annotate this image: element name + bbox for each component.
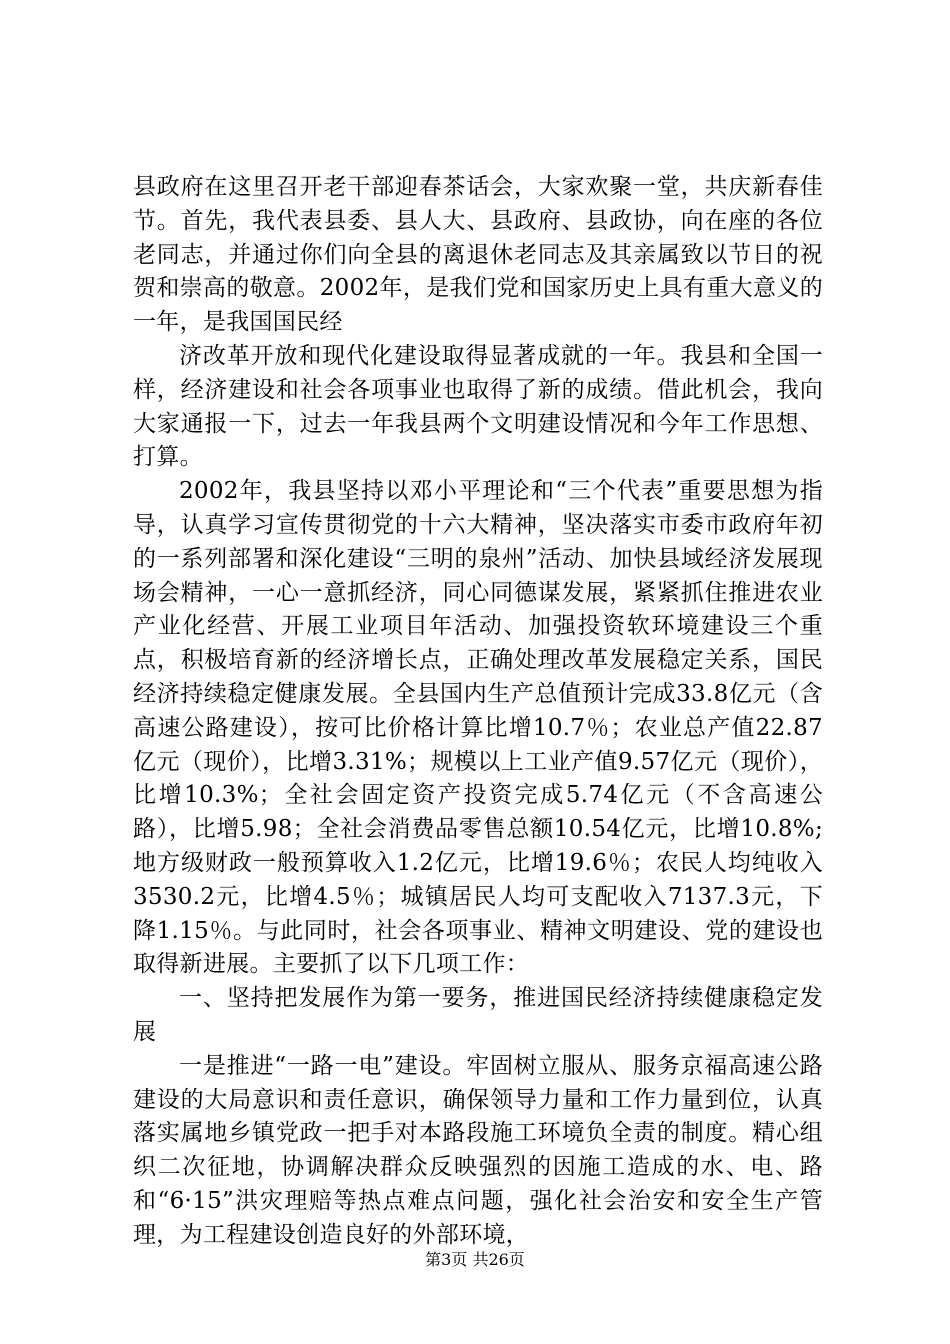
document-body bbox=[133, 171, 823, 1253]
page-number-footer: 第3页 共26页 bbox=[425, 1250, 525, 1269]
paragraph-2: 济改革开放和现代化建设取得显著成就的一年。我县和全国一样，经济建设和社会各项事业也取得了新的成绩。借此机会，我向大家通报一下，过去一年我县两个文明建设情况和今年工作思想、打算。 bbox=[133, 342, 823, 471]
section-heading-1: 一、坚持把发展作为第一要务，推进国民经济持续健康稳定发展 bbox=[133, 985, 823, 1045]
paragraph-1: 县政府在这里召开老干部迎春茶话会，大家欢聚一堂，共庆新春佳节。首先，我代表县委、县人大、县政府、县政协，向在座的各位老同志，并通过你们向全县的离退休老同志及其亲属致以节日的祝贺和崇高的敬意。2002年，是我们党和国家历史上具有重大意义的一年，是我国国民经 bbox=[133, 174, 823, 336]
paragraph-4: 一是推进“一路一电”建设。牢固树立服从、服务京福高速公路建设的大局意识和责任意识，确保领导力量和工作力量到位，认真落实属地乡镇党政一把手对本路段施工环境负全责的制度。精心组织二次征地，协调解决群众反映强烈的因施工造成的水、电、路和“6·15”洪灾理赔等热点难点问题，强化社会治安和安全生产管理，为工程建设创造良好的外部环境， bbox=[133, 1052, 823, 1248]
paragraph-3: 2002年，我县坚持以邓小平理论和“三个代表”重要思想为指导，认真学习宣传贯彻党的十六大精神，坚决落实市委市政府年初的一系列部署和深化建设“三明的泉州”活动、加快县域经济发展现场会精神，一心一意抓经济，同心同德谋发展，紧紧抓住推进农业产业化经营、开展工业项目年活动、加强投资软环境建设三个重点，积极培育新的经济增长点，正确处理改革发展稳定关系，国民经济持续稳定健康发展。全县国内生产总值预计完成33.8亿元（含高速公路建设），按可比价格计算比增10.7％；农业总产值22.87亿元（现价），比增3.31%；规模以上工业产值9.57亿元（现价），比增10.3%；全社会固定资产投资完成5.74亿元（不含高速公路），比增5.98；全社会消费品零售总额10.54亿元，比增10.8%;地方级财政一般预算收入1.2亿元，比增19.6％；农民人均纯收入3530.2元，比增4.5％；城镇居民人均可支配收入7137.3元，下降1.15％。与此同时，社会各项事业、精神文明建设、党的建设也取得新进展。主要抓了以下几项工作： bbox=[133, 478, 823, 978]
